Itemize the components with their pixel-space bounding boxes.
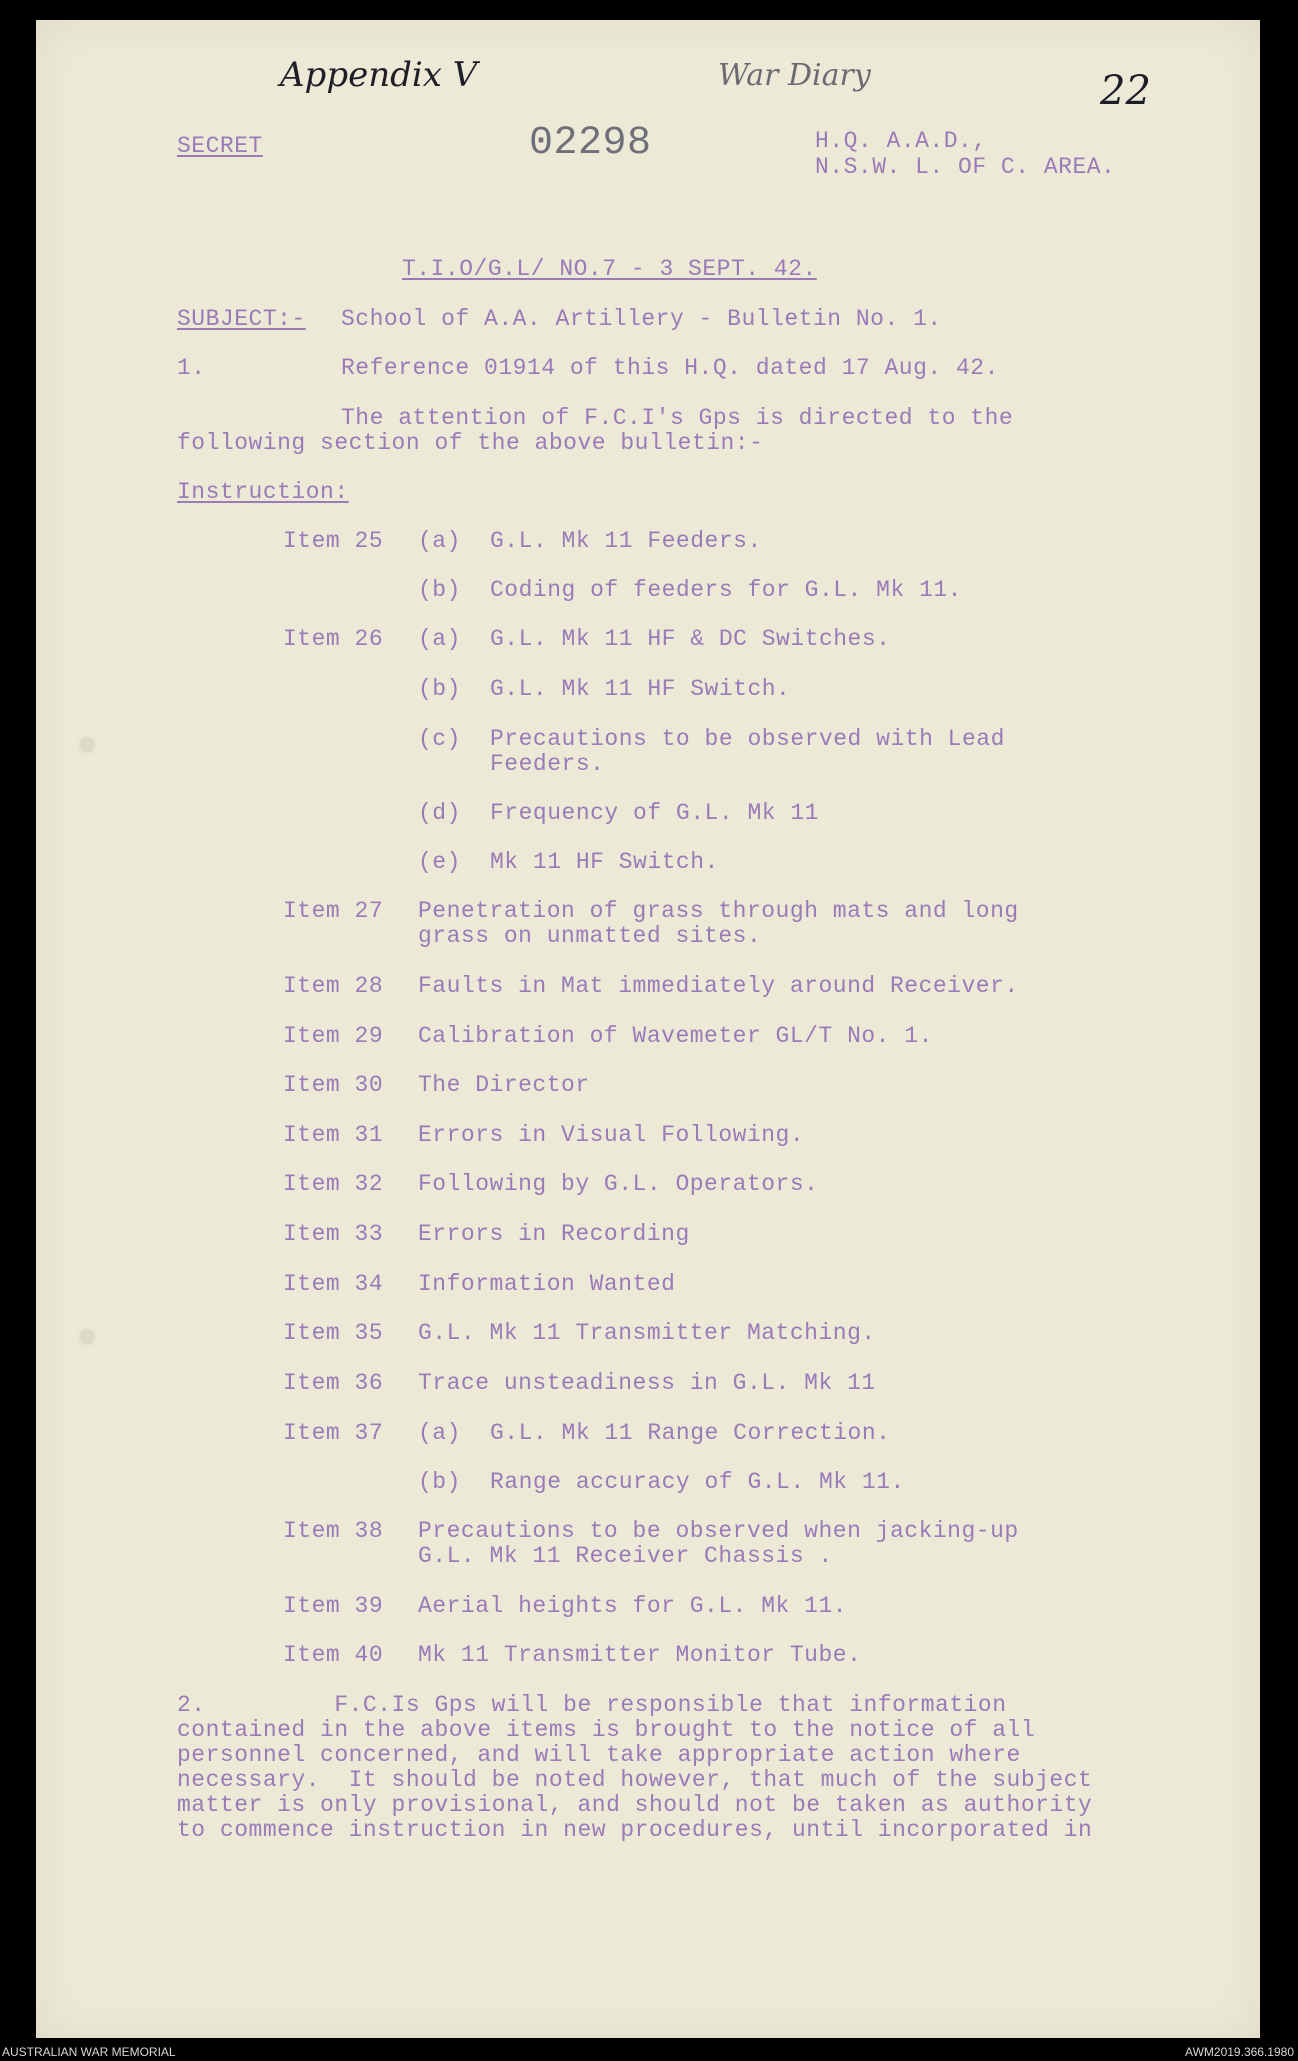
classification-label: SECRET	[177, 133, 263, 159]
war-diary-annotation: War Diary	[718, 58, 871, 93]
subject-label: SUBJECT:-	[177, 306, 306, 332]
document-page: Appendix V War Diary 22 SECRET 02298 H.Q. A.A.D., N.S.W. L. OF C. AREA. T.I.O/G.L/ NO.7 - 3 SEPT. 42. SUBJECT:- School of A.A. Artillery - Bulletin No. 1. 1. Reference 01914 of this H.Q. dated 17 Aug. 42. The attention of F.C.I's Gps is directed to the following section of the above bulletin:- Instruction: Item 25 (a) G.L. Mk 11 Feeders. (b) Coding of feeders for G.L. Mk 11. Item 26 (a) G.L. Mk 11 HF & DC Switches. (b) G.L. Mk 11 HF Switch. (c) Precautions to be observed with Lead Feeders. (d) Frequency of G.L. Mk 11 (e) Mk 11 HF Switch. Item 27 Penetration of grass through mats and long grass on unmatted sites. Item 28 Faults in Mat immediately around Receiver. Item 29 Calibration of Wavemeter GL/T No. 1. Item 30 The Director Item 31 Errors in Visual Following. Item 32 Following by G.L. Operators. Item 33 Errors in Recording Item 34 Information Wanted Item 35 G.L. Mk 11 Transmitter Matching. Item 36 Trace unsteadiness in G.L. Mk 11 Item 37 (a) G.L. Mk 11 Range Correction. (b) Range accuracy of G.L. Mk 11. Item 38 Precautions to be observed when jacking-up G.L. Mk 11 Receiver Chassis . Item 39 Aerial heights for G.L. Mk 11. Item 40 Mk 11 Transmitter Monitor Tube. 2. F.C.Is Gps will be responsible that information contained in the above items is brought to the notice of all personnel concerned, and will take appropriate action where necessary. It should be noted however, that much of the subject matter is only provisional, and should not be taken as authority to commence instruction in new procedures, until incorporated in	[36, 20, 1260, 2038]
para1-line-1: The attention of F.C.I's Gps is directed to the	[341, 405, 1014, 431]
hq-line-1: H.Q. A.A.D.,	[815, 128, 987, 154]
appendix-annotation: Appendix V	[280, 55, 478, 95]
para1-reference: Reference 01914 of this H.Q. dated 17 Aug. 42.	[341, 355, 999, 381]
punch-hole	[80, 738, 94, 752]
page-number: 22	[1100, 68, 1151, 114]
document-title: T.I.O/G.L/ NO.7 - 3 SEPT. 42.	[402, 256, 817, 282]
para1-number: 1.	[177, 355, 206, 381]
hq-line-2: N.S.W. L. OF C. AREA.	[815, 154, 1116, 180]
subject-text: School of A.A. Artillery - Bulletin No. 1.	[341, 306, 942, 332]
footer-left: AUSTRALIAN WAR MEMORIAL	[2, 2045, 176, 2059]
footer-right: AWM2019.366.1980	[1185, 2045, 1294, 2059]
para1-line-2: following section of the above bulletin:-	[177, 430, 764, 456]
reference-number: 02298	[529, 121, 652, 166]
instruction-label: Instruction:	[177, 479, 349, 505]
punch-hole	[80, 1330, 94, 1344]
